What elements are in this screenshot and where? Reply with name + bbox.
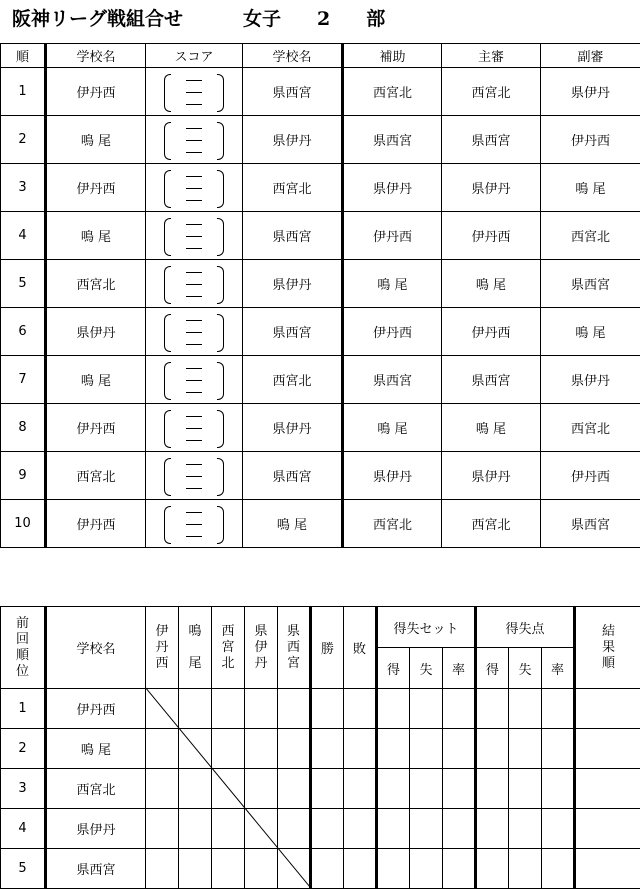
header-opp-naruo: 鳴 尾 [179, 607, 212, 689]
row-score [146, 500, 243, 548]
standings-cell[interactable] [410, 849, 443, 889]
standings-cell[interactable] [443, 769, 476, 809]
standings-row [1, 849, 640, 889]
header-school-a: 学校名 [46, 44, 146, 68]
standings-cell[interactable] [278, 689, 311, 729]
score-left-bracket [164, 506, 171, 544]
header-opp-nishinomiyakita: 西 宮 北 [212, 607, 245, 689]
score-dash [186, 392, 202, 393]
score-dash [186, 368, 202, 369]
row-main-ref: 県伊丹 [442, 452, 541, 500]
row-team-b: 県西宮 [243, 452, 343, 500]
score-dash [186, 416, 202, 417]
standings-cell[interactable] [410, 689, 443, 729]
score-dash [186, 80, 202, 81]
standings-school: 県西宮 [46, 849, 146, 889]
score-right-bracket [217, 362, 224, 400]
standings-cell[interactable] [410, 769, 443, 809]
standings-cell[interactable] [344, 849, 377, 889]
row-main-ref: 西宮北 [442, 68, 541, 116]
row-main-ref: 鳴 尾 [442, 404, 541, 452]
row-team-a: 鳴 尾 [46, 356, 146, 404]
score-box[interactable] [164, 264, 224, 304]
score-right-bracket [217, 218, 224, 256]
standings-school: 西宮北 [46, 769, 146, 809]
schedule-row [1, 404, 640, 452]
standings-school: 鳴 尾 [46, 729, 146, 769]
row-main-ref: 県伊丹 [442, 164, 541, 212]
schedule-row [1, 308, 640, 356]
score-box[interactable] [164, 168, 224, 208]
score-right-bracket [217, 410, 224, 448]
header-sub-ref: 副審 [541, 44, 640, 68]
standings-cell[interactable] [311, 729, 344, 769]
score-left-bracket [164, 314, 171, 352]
standings-cell[interactable] [476, 809, 509, 849]
score-box[interactable] [164, 360, 224, 400]
standings-cell[interactable] [575, 769, 640, 809]
score-dash [186, 236, 202, 237]
row-score [146, 452, 243, 500]
standings-cell[interactable] [509, 769, 542, 809]
standings-cell[interactable] [509, 689, 542, 729]
row-team-b: 鳴 尾 [243, 500, 343, 548]
row-assist: 西宮北 [343, 500, 442, 548]
score-right-bracket [217, 506, 224, 544]
schedule-table [0, 43, 640, 548]
row-assist: 伊丹西 [343, 308, 442, 356]
row-team-a: 西宮北 [46, 452, 146, 500]
row-score [146, 260, 243, 308]
standings-rank: 2 [1, 729, 46, 769]
row-order: 6 [1, 308, 46, 356]
standings-cell[interactable] [476, 849, 509, 889]
score-box[interactable] [164, 120, 224, 160]
sub-points-lost: 失 [509, 648, 542, 689]
score-box[interactable] [164, 72, 224, 112]
standings-cell[interactable] [245, 849, 278, 889]
sub-sets-won: 得 [377, 648, 410, 689]
row-main-ref: 西宮北 [442, 500, 541, 548]
standings-cell[interactable] [443, 729, 476, 769]
row-assist: 鳴 尾 [343, 260, 442, 308]
standings-cell[interactable] [179, 809, 212, 849]
row-order: 8 [1, 404, 46, 452]
header-result: 結 果 順 [575, 607, 640, 689]
score-dash [186, 380, 202, 381]
row-team-b: 西宮北 [243, 164, 343, 212]
standings-cell[interactable] [245, 689, 278, 729]
header-wins: 勝 [311, 607, 344, 689]
standings-cell[interactable] [344, 769, 377, 809]
standings-cell[interactable] [245, 769, 278, 809]
row-score [146, 116, 243, 164]
standings-cell[interactable] [476, 729, 509, 769]
header-sets: 得失セット [377, 607, 476, 648]
standings-cell[interactable] [344, 729, 377, 769]
row-team-a: 県伊丹 [46, 308, 146, 356]
schedule-row [1, 212, 640, 260]
score-right-bracket [217, 74, 224, 112]
score-left-bracket [164, 362, 171, 400]
header-opp-kennishinomiya: 県 西 宮 [278, 607, 311, 689]
standings-cell[interactable] [344, 809, 377, 849]
standings-cell[interactable] [278, 769, 311, 809]
standings-cell[interactable] [509, 809, 542, 849]
standings-rank: 5 [1, 849, 46, 889]
standings-row [1, 729, 640, 769]
row-assist: 県西宮 [343, 116, 442, 164]
row-sub-ref: 県伊丹 [541, 356, 640, 404]
score-box[interactable] [164, 216, 224, 256]
row-team-b: 県伊丹 [243, 260, 343, 308]
schedule-header-row [1, 44, 640, 68]
schedule-row [1, 116, 640, 164]
standings-cell[interactable] [509, 729, 542, 769]
row-order: 5 [1, 260, 46, 308]
standings-rank: 3 [1, 769, 46, 809]
standings-cell[interactable] [575, 809, 640, 849]
header-main-ref: 主審 [442, 44, 541, 68]
title-gender: 女子 [243, 4, 281, 31]
score-dash [186, 152, 202, 153]
score-box[interactable] [164, 504, 224, 544]
score-dash [186, 332, 202, 333]
title-division-number: 2 [317, 8, 330, 30]
standings-cell[interactable] [476, 689, 509, 729]
score-left-bracket [164, 218, 171, 256]
header-score: スコア [146, 44, 243, 68]
row-team-b: 西宮北 [243, 356, 343, 404]
title-main: 阪神リーグ戦組合せ [12, 4, 183, 31]
standings-cell[interactable] [377, 769, 410, 809]
standings-cell[interactable] [311, 769, 344, 809]
header-prev-rank: 前 回 順 位 [1, 607, 46, 689]
standings-table [0, 606, 640, 889]
score-right-bracket [217, 122, 224, 160]
score-dash [186, 248, 202, 249]
row-score [146, 356, 243, 404]
row-order: 7 [1, 356, 46, 404]
score-dash [186, 128, 202, 129]
standings-cell[interactable] [443, 689, 476, 729]
row-order: 1 [1, 68, 46, 116]
row-assist: 鳴 尾 [343, 404, 442, 452]
row-main-ref: 県西宮 [442, 116, 541, 164]
schedule-row [1, 452, 640, 500]
row-main-ref: 鳴 尾 [442, 260, 541, 308]
row-main-ref: 伊丹西 [442, 212, 541, 260]
standings-cell[interactable] [542, 849, 575, 889]
row-assist: 伊丹西 [343, 212, 442, 260]
standings-cell[interactable] [377, 809, 410, 849]
row-score [146, 308, 243, 356]
row-sub-ref: 鳴 尾 [541, 308, 640, 356]
row-team-a: 西宮北 [46, 260, 146, 308]
sub-sets-ratio: 率 [443, 648, 476, 689]
standings-cell[interactable] [542, 729, 575, 769]
row-team-a: 伊丹西 [46, 68, 146, 116]
row-team-b: 県西宮 [243, 68, 343, 116]
row-sub-ref: 県伊丹 [541, 68, 640, 116]
row-team-a: 鳴 尾 [46, 116, 146, 164]
standings-row [1, 769, 640, 809]
standings-cell[interactable] [509, 849, 542, 889]
score-dash [186, 512, 202, 513]
row-team-a: 伊丹西 [46, 164, 146, 212]
row-team-b: 県伊丹 [243, 404, 343, 452]
standings-school: 県伊丹 [46, 809, 146, 849]
score-dash [186, 488, 202, 489]
standings-cell[interactable] [146, 809, 179, 849]
score-right-bracket [217, 170, 224, 208]
header-opp-kenitami: 県 伊 丹 [245, 607, 278, 689]
score-dash [186, 284, 202, 285]
row-team-a: 鳴 尾 [46, 212, 146, 260]
standings-cell[interactable] [146, 729, 179, 769]
score-box[interactable] [164, 312, 224, 352]
row-assist: 県伊丹 [343, 452, 442, 500]
row-order: 4 [1, 212, 46, 260]
standings-cell[interactable] [542, 809, 575, 849]
standings-school: 伊丹西 [46, 689, 146, 729]
standings-cell[interactable] [179, 729, 212, 769]
row-assist: 西宮北 [343, 68, 442, 116]
score-dash [186, 224, 202, 225]
score-dash [186, 440, 202, 441]
score-left-bracket [164, 266, 171, 304]
row-sub-ref: 県西宮 [541, 260, 640, 308]
standings-cell[interactable] [179, 769, 212, 809]
score-dash [186, 320, 202, 321]
standings-cell[interactable] [212, 849, 245, 889]
standings-cell[interactable] [212, 729, 245, 769]
standings-cell[interactable] [146, 689, 179, 729]
score-dash [186, 524, 202, 525]
row-score [146, 68, 243, 116]
standings-rank: 4 [1, 809, 46, 849]
schedule-row [1, 260, 640, 308]
standings-cell[interactable] [443, 849, 476, 889]
schedule-row [1, 164, 640, 212]
standings-cell[interactable] [542, 769, 575, 809]
header-opp-itaminishi: 伊 丹 西 [146, 607, 179, 689]
standings-cell[interactable] [245, 809, 278, 849]
sub-sets-lost: 失 [410, 648, 443, 689]
row-order: 2 [1, 116, 46, 164]
standings-cell[interactable] [344, 689, 377, 729]
standings-rank: 1 [1, 689, 46, 729]
score-left-bracket [164, 170, 171, 208]
score-left-bracket [164, 74, 171, 112]
header-school: 学校名 [46, 607, 146, 689]
score-dash [186, 344, 202, 345]
score-box[interactable] [164, 456, 224, 496]
header-losses: 敗 [344, 607, 377, 689]
standings-row [1, 689, 640, 729]
standings-cell[interactable] [410, 809, 443, 849]
standings-cell[interactable] [212, 809, 245, 849]
standings-cell[interactable] [476, 769, 509, 809]
standings-cell[interactable] [179, 689, 212, 729]
standings-cell[interactable] [179, 849, 212, 889]
standings-cell[interactable] [311, 689, 344, 729]
row-order: 9 [1, 452, 46, 500]
row-sub-ref: 西宮北 [541, 404, 640, 452]
score-dash [186, 200, 202, 201]
standings-cell[interactable] [278, 809, 311, 849]
sub-points-ratio: 率 [542, 648, 575, 689]
score-dash [186, 296, 202, 297]
row-team-a: 伊丹西 [46, 404, 146, 452]
standings-cell[interactable] [212, 769, 245, 809]
standings-cell[interactable] [575, 849, 640, 889]
standings-cell[interactable] [575, 729, 640, 769]
page-title [12, 4, 385, 31]
row-main-ref: 伊丹西 [442, 308, 541, 356]
row-sub-ref: 鳴 尾 [541, 164, 640, 212]
standings-cell[interactable] [443, 809, 476, 849]
header-points: 得失点 [476, 607, 575, 648]
standings-row [1, 809, 640, 849]
row-team-b: 県西宮 [243, 212, 343, 260]
standings-cell[interactable] [278, 849, 311, 889]
score-right-bracket [217, 314, 224, 352]
score-dash [186, 176, 202, 177]
standings-cell[interactable] [245, 729, 278, 769]
row-order: 3 [1, 164, 46, 212]
title-division-suffix: 部 [366, 4, 385, 31]
score-left-bracket [164, 122, 171, 160]
row-sub-ref: 伊丹西 [541, 116, 640, 164]
standings-header-row [1, 607, 640, 648]
score-dash [186, 188, 202, 189]
row-assist: 県西宮 [343, 356, 442, 404]
score-dash [186, 140, 202, 141]
row-sub-ref: 伊丹西 [541, 452, 640, 500]
schedule-row [1, 356, 640, 404]
row-score [146, 164, 243, 212]
header-school-b: 学校名 [243, 44, 343, 68]
header-order: 順 [1, 44, 46, 68]
row-team-b: 県伊丹 [243, 116, 343, 164]
standings-cell[interactable] [377, 729, 410, 769]
standings-cell[interactable] [311, 809, 344, 849]
score-dash [186, 92, 202, 93]
standings-cell[interactable] [377, 689, 410, 729]
standings-cell[interactable] [146, 849, 179, 889]
score-dash [186, 272, 202, 273]
standings-cell[interactable] [410, 729, 443, 769]
score-dash [186, 428, 202, 429]
score-dash [186, 104, 202, 105]
score-dash [186, 464, 202, 465]
standings-cell[interactable] [575, 689, 640, 729]
score-left-bracket [164, 410, 171, 448]
schedule-row [1, 500, 640, 548]
row-score [146, 212, 243, 260]
row-team-b: 県西宮 [243, 308, 343, 356]
standings-cell[interactable] [311, 849, 344, 889]
score-right-bracket [217, 266, 224, 304]
row-order: 10 [1, 500, 46, 548]
sub-points-won: 得 [476, 648, 509, 689]
score-box[interactable] [164, 408, 224, 448]
standings-cell[interactable] [278, 729, 311, 769]
row-assist: 県伊丹 [343, 164, 442, 212]
standings-cell[interactable] [146, 769, 179, 809]
row-main-ref: 県西宮 [442, 356, 541, 404]
standings-cell[interactable] [377, 849, 410, 889]
row-sub-ref: 西宮北 [541, 212, 640, 260]
score-dash [186, 536, 202, 537]
score-right-bracket [217, 458, 224, 496]
score-left-bracket [164, 458, 171, 496]
header-assist: 補助 [343, 44, 442, 68]
row-team-a: 伊丹西 [46, 500, 146, 548]
standings-cell[interactable] [212, 689, 245, 729]
schedule-row [1, 68, 640, 116]
row-sub-ref: 県西宮 [541, 500, 640, 548]
standings-cell[interactable] [542, 689, 575, 729]
row-score [146, 404, 243, 452]
score-dash [186, 476, 202, 477]
